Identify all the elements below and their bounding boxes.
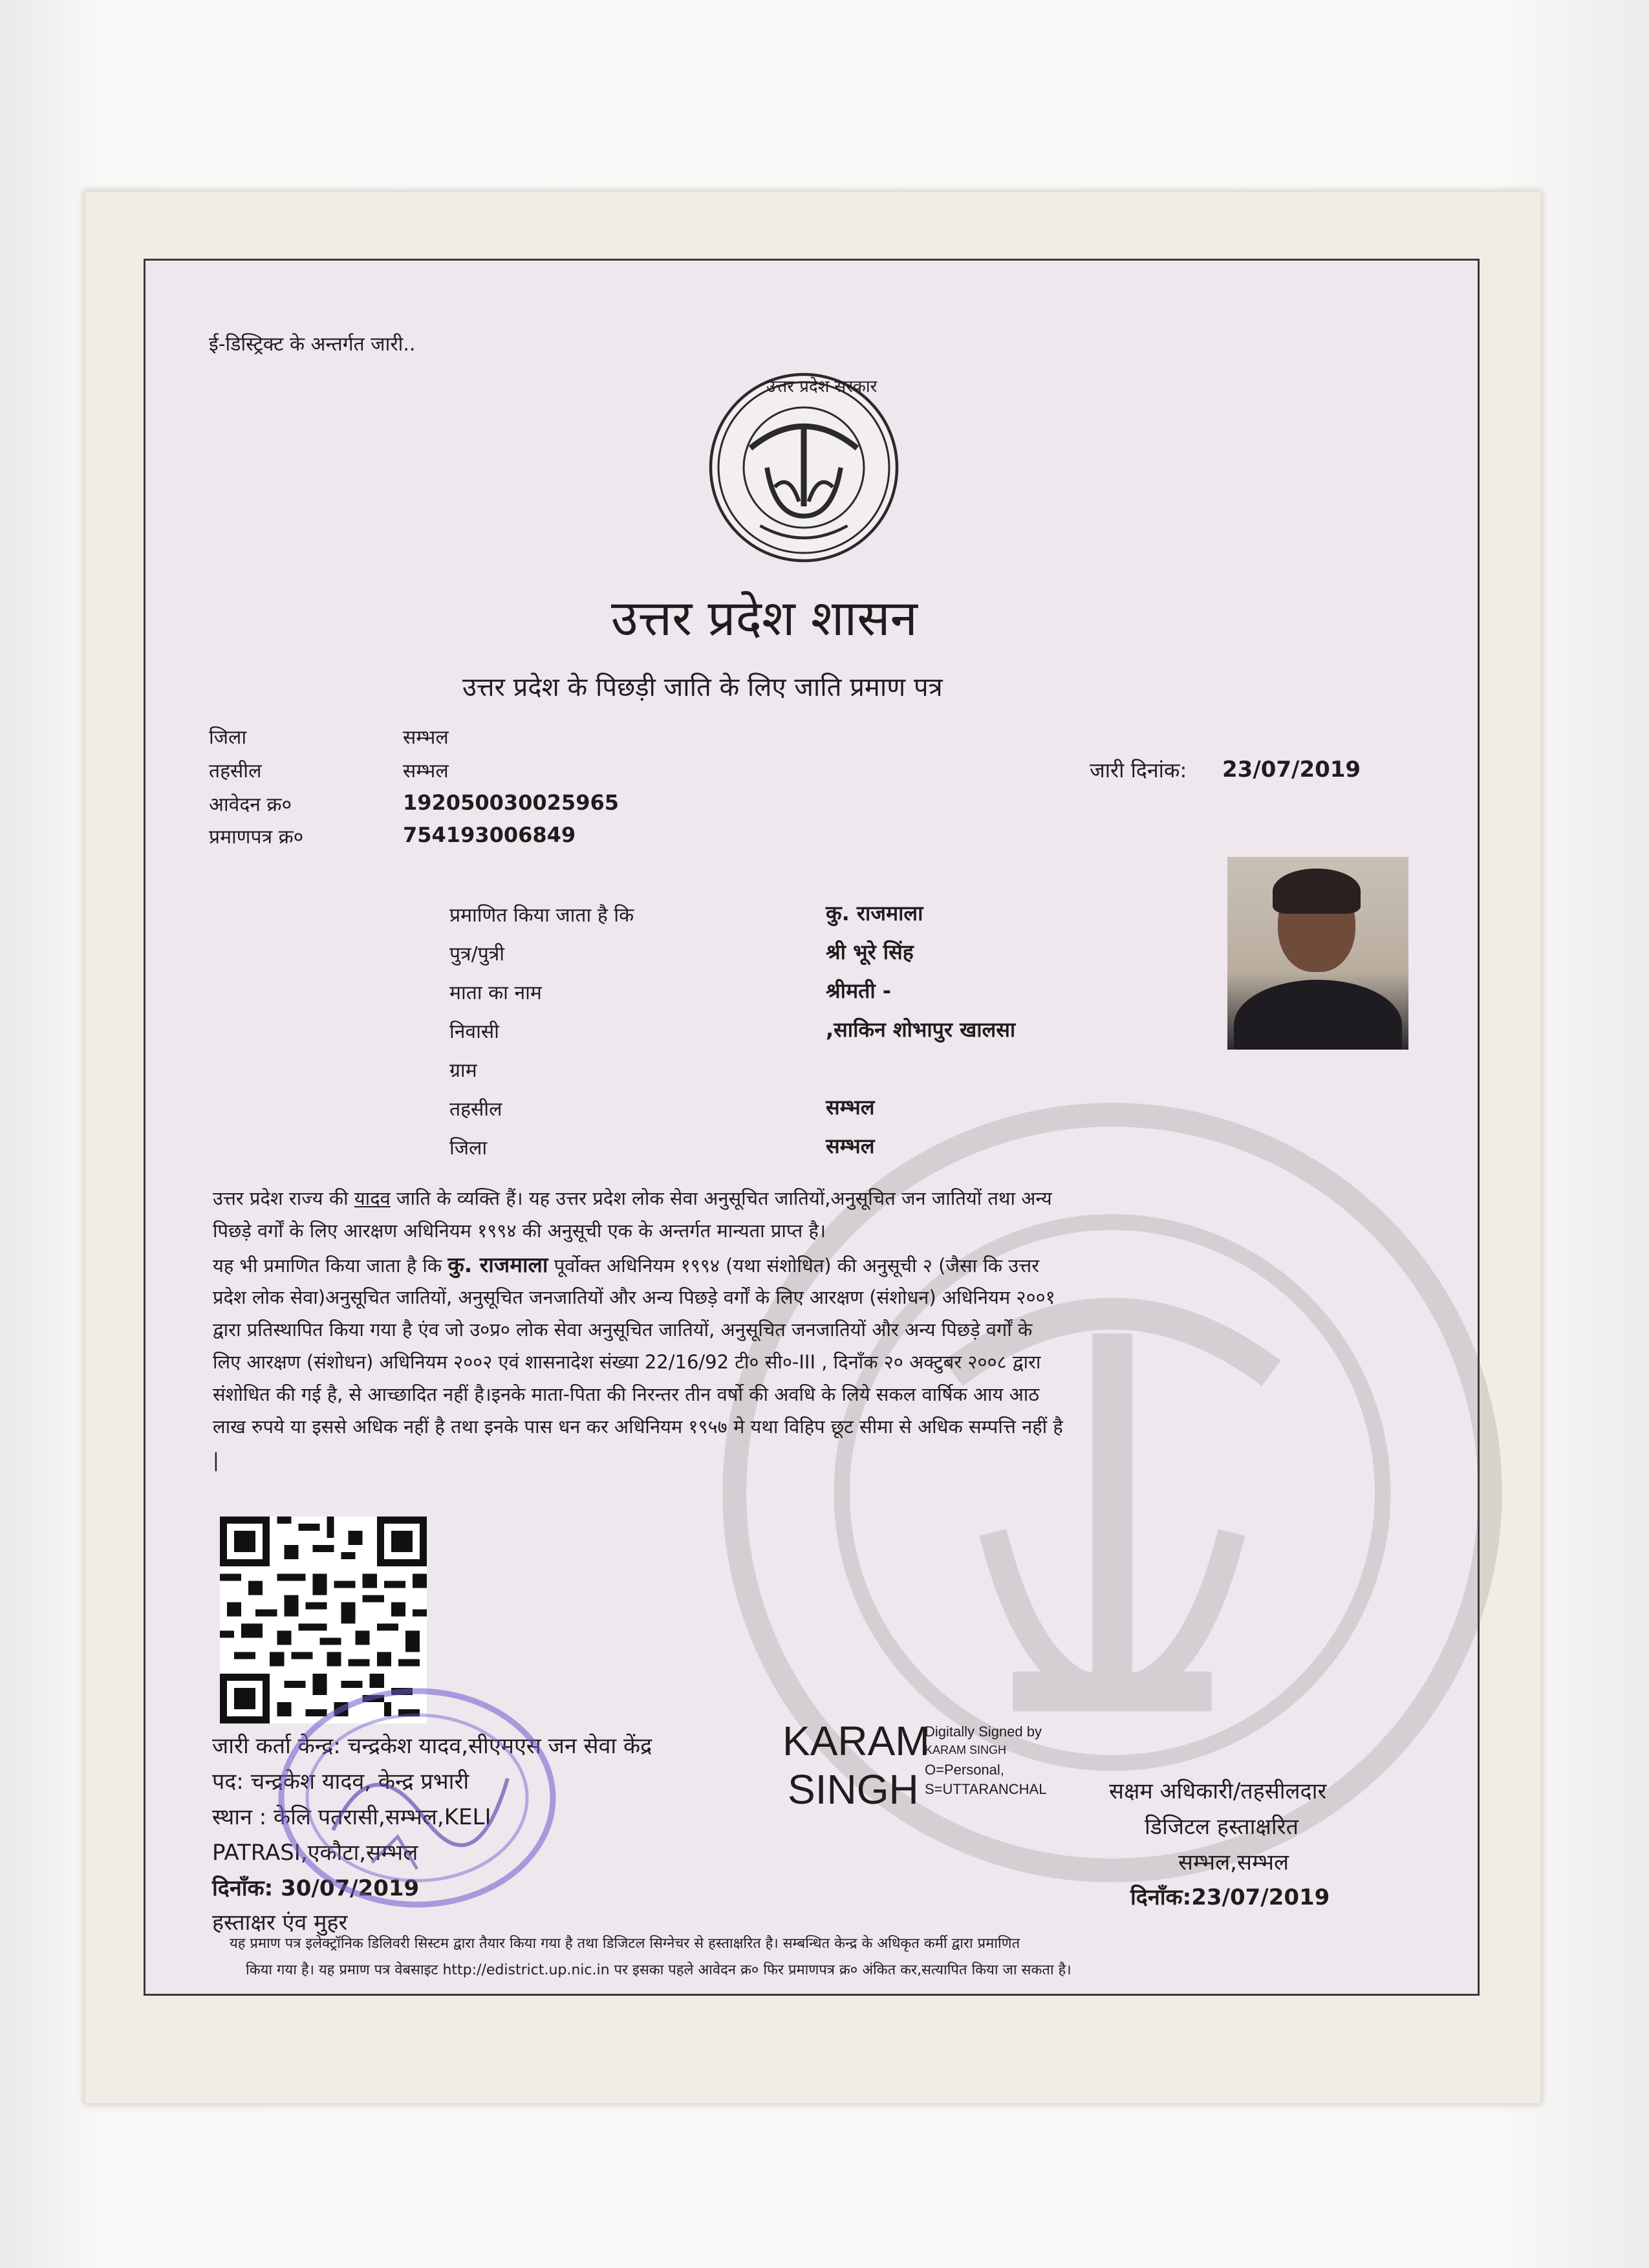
- up-government-emblem-icon: [707, 371, 901, 565]
- body-candidate-name: कु. राजमाला: [447, 1252, 548, 1277]
- footer-line-1: यह प्रमाण पत्र इलेक्ट्रॉनिक डिलिवरी सिस्टम द्वारा तैयार किया गया है तथा डिजिटल सिग्नेचर से हस्ताक्षरित है। सम्बन्धित केन्द्र के अधिकृत कर्मी द्वारा प्रमाणित: [230, 1936, 1020, 1952]
- body-line-5: द्वारा प्रतिस्थापित किया गया है एंव जो उ०प्र० लोक सेवा अनुसूचित जातियों, अनुसूचित जनजातियों और अन्य पिछड़े वर्गों के: [213, 1319, 1033, 1341]
- mother-label: माता का नाम: [449, 982, 542, 1004]
- details-district-label: जिला: [449, 1137, 488, 1160]
- body-line-2: पिछड़े वर्गों के लिए आरक्षण अधिनियम १९९४ की अनुसूची एक के अन्तर्गत मान्यता प्राप्त है।: [213, 1220, 826, 1242]
- sign-and-seal-label: हस्ताक्षर एंव मुहर: [212, 1910, 348, 1936]
- authority-title: सक्षम अधिकारी/तहसीलदार: [1109, 1778, 1327, 1804]
- authority-signed: डिजिटल हस्ताक्षरित: [1145, 1814, 1299, 1840]
- details-tehsil-value: सम्भल: [826, 1095, 875, 1119]
- meta-district-value: सम्भल: [403, 726, 449, 749]
- body-line-6: लिए आरक्षण (संशोधन) अधिनियम २००२ एवं शासनादेश संख्या 22/16/92 टी० सी०-III , दिनाँक २० अक्टुबर २००८ द्वारा: [213, 1351, 1041, 1373]
- resident-value: ,साकिन शोभापुर खालसा: [826, 1017, 1016, 1042]
- meta-tehsil-value: सम्भल: [403, 760, 449, 783]
- digital-signature-detail-2: KARAM SINGH: [925, 1744, 1007, 1756]
- issue-date-value: 23/07/2019: [1222, 757, 1361, 783]
- certified-label: प्रमाणित किया जाता है कि: [449, 904, 634, 927]
- details-district-value: सम्भल: [826, 1134, 875, 1158]
- resident-label: निवासी: [449, 1021, 499, 1043]
- application-number-label: आवेदन क्र०: [209, 794, 292, 816]
- certificate-subtitle: उत्तर प्रदेश के पिछड़ी जाति के लिए जाति प्रमाण पत्र: [462, 673, 943, 702]
- body-line-end: |: [213, 1449, 219, 1471]
- meta-tehsil-label: तहसील: [209, 760, 262, 783]
- issue-date-label: जारी दिनांक:: [1090, 758, 1187, 783]
- village-label: ग्राम: [449, 1059, 477, 1082]
- rubber-stamp-seal: [204, 1669, 566, 1947]
- issuer-place-line-1: स्थान : केलि पतरासी,सम्भल,KELI: [212, 1804, 491, 1830]
- body-line-8: लाख रुपये या इससे अधिक नहीं है तथा इनके पास धन कर अधिनियम १९५७ मे यथा विहिप छूट सीमा से अधिक सम्पत्ति नहीं है: [213, 1416, 1063, 1438]
- authority-place: सम्भल,सम्भल: [1178, 1850, 1289, 1875]
- relation-label: पुत्र/पुत्री: [449, 943, 505, 966]
- digital-signature-name-line-2: SINGH: [788, 1766, 919, 1813]
- body-line-7: संशोधित की गई है, से आच्छादित नहीं है।इनके माता-पिता की निरन्तर तीन वर्षो की अवधि के लिये सकल वार्षिक आय आठ: [213, 1383, 1040, 1405]
- issued-under-text: ई-डिस्ट्रिक्ट के अन्तर्गत जारी..: [209, 333, 416, 356]
- candidate-name: कु. राजमाला: [826, 901, 923, 925]
- certificate-number-label: प्रमाणपत्र क्र०: [209, 826, 304, 848]
- issuer-date: दिनाँक: 30/07/2019: [212, 1875, 420, 1901]
- certificate-title: उत्तर प्रदेश शासन: [611, 589, 918, 647]
- certificate-number: 754193006849: [403, 823, 576, 847]
- body-line-3: यह भी प्रमाणित किया जाता है कि कु. राजमाला पूर्वोक्त अधिनियम १९९४ (यथा संशोधित) की अनुसूची २ (जैसा कि उत्तर: [213, 1252, 1040, 1277]
- emblem-text: उत्तर प्रदेश सरकार: [766, 377, 878, 396]
- digital-signature-detail-4: S=UTTARANCHAL: [925, 1781, 1047, 1797]
- candidate-photo: [1227, 857, 1408, 1050]
- issuer-center: जारी कर्ता केन्द्र: चन्द्रकेश यादव,सीएमएस जन सेवा केंद्र: [212, 1733, 652, 1759]
- issuer-post: पद: चन्द्रकेश यादव, केन्द्र प्रभारी: [212, 1769, 469, 1795]
- mother-name: श्रीमती -: [826, 978, 892, 1003]
- details-tehsil-label: तहसील: [449, 1098, 502, 1121]
- application-number: 192050030025965: [403, 790, 619, 815]
- body-line-1: उत्तर प्रदेश राज्य की यादव जाति के व्यक्ति हैं। यह उत्तर प्रदेश लोक सेवा अनुसूचित जातियों,अनुसूचित जन जातियों तथा अन्य: [213, 1187, 1052, 1209]
- digital-signature-detail-1: Digitally Signed by: [925, 1723, 1042, 1740]
- digital-signature-detail-3: O=Personal,: [925, 1762, 1004, 1778]
- issuer-place-line-2: PATRASI,एकौटा,सम्भल: [212, 1840, 418, 1866]
- caste-name: यादव: [354, 1187, 391, 1209]
- body-line-4: प्रदेश लोक सेवा)अनुसूचित जातियों, अनुसूचित जनजातियों और अन्य पिछड़े वर्गों के लिए आरक्षण (संशोधन) अधिनियम २००१: [213, 1286, 1055, 1308]
- footer-line-2: किया गया है। यह प्रमाण पत्र वेबसाइट http://edistrict.up.nic.in पर इसका पहले आवेदन क्र० फिर प्रमाणपत्र क्र० अंकित कर,सत्यापित किया जा सकता है।: [246, 1962, 1072, 1978]
- meta-district-label: जिला: [209, 726, 247, 749]
- digital-signature-name-line-1: KARAM: [782, 1718, 930, 1764]
- authority-date: दिनाँक:23/07/2019: [1130, 1885, 1330, 1910]
- father-name: श्री भूरे सिंह: [826, 940, 914, 964]
